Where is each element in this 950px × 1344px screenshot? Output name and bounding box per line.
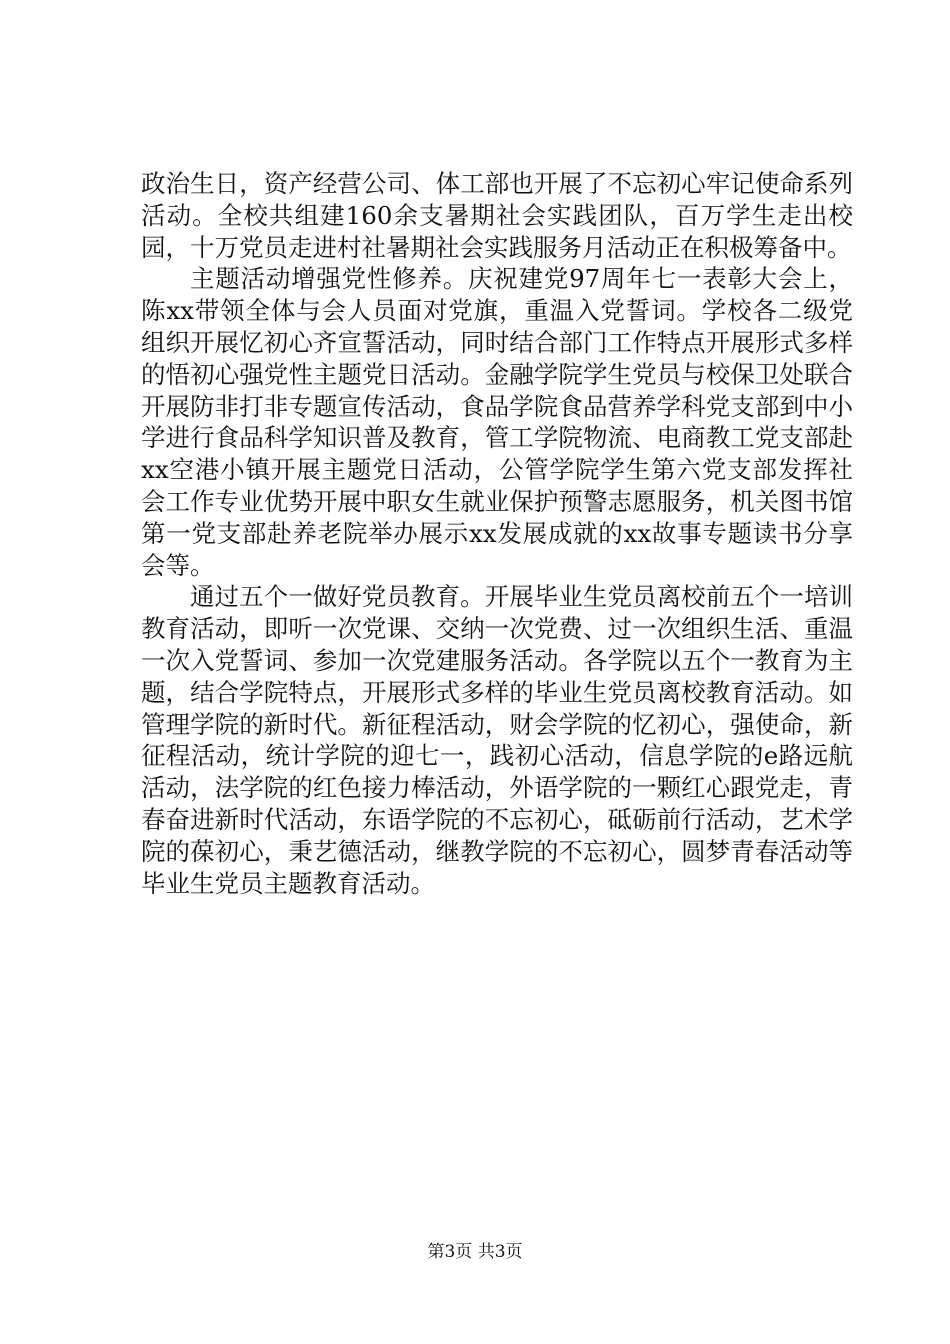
paragraph-3: 通过五个一做好党员教育。开展毕业生党员离校前五个一培训教育活动，即听一次党课、交纳一次党费、过一次组织生活、重温一次入党誓词、参加一次党建服务活动。各学院以五个一教育为主题，结合学院特点，开展形式多样的毕业生党员离校教育活动。如管理学院的新时代。新征程活动，财会学院的忆初心，强使命，新征程活动，统计学院的迎七一，践初心活动，信息学院的e路远航活动，法学院的红色接力棒活动，外语学院的一颗红心跟党走，青春奋进新时代活动，东语学院的不忘初心，砥砺前行活动，艺术学院的葆初心，秉艺德活动，继教学院的不忘初心，圆梦青春活动等毕业生党员主题教育活动。 <box>141 582 853 898</box>
page-number-label: 第3页 共3页 <box>427 1242 523 1262</box>
page-footer <box>0 1241 950 1263</box>
paragraph-2: 主题活动增强党性修养。庆祝建党97周年七一表彰大会上，陈xx带领全体与会人员面对党旗，重温入党誓词。学校各二级党组织开展忆初心齐宣誓活动，同时结合部门工作特点开展形式多样的悟初心强党性主题党日活动。金融学院学生党员与校保卫处联合开展防非打非专题宣传活动，食品学院食品营养学科党支部到中小学进行食品科学知识普及教育，管工学院物流、电商教工党支部赴xx空港小镇开展主题党日活动，公管学院学生第六党支部发挥社会工作专业优势开展中职女生就业保护预警志愿服务，机关图书馆第一党支部赴养老院举办展示xx发展成就的xx故事专题读书分享会等。 <box>141 264 853 580</box>
paragraph-1: 政治生日，资产经营公司、体工部也开展了不忘初心牢记使命系列活动。全校共组建160余支暑期社会实践团队，百万学生走出校园，十万党员走进村社暑期社会实践服务月活动正在积极筹备中。 <box>141 169 853 262</box>
document-body <box>141 168 853 899</box>
